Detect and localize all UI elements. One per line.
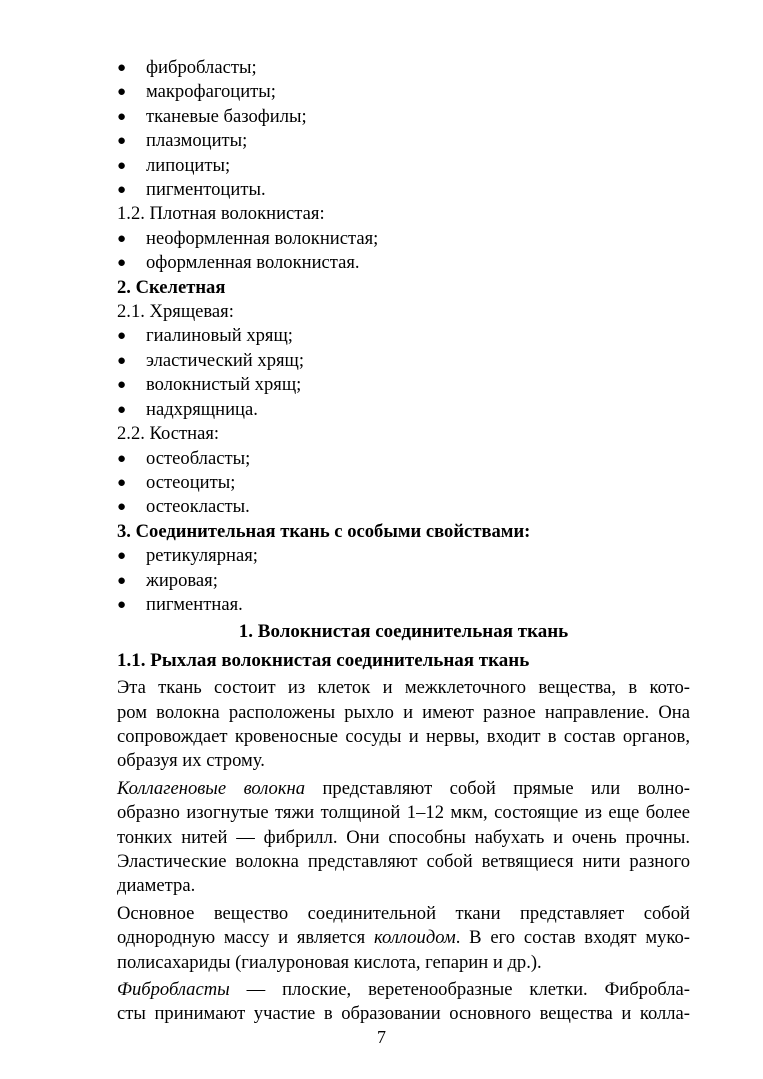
subsection-title: 1.1. Рыхлая волокнистая соединительная ткань: [117, 649, 530, 671]
dense-heading: 1.2. Плотная волокнистая:: [117, 203, 325, 225]
italic-term: коллоидом: [374, 927, 456, 949]
skeletal-heading: 2. Скелетная: [117, 276, 226, 298]
list-item: ● оформленная волокнистая.: [117, 251, 690, 275]
bullet-icon: ●: [117, 474, 127, 491]
text-line: однородную массу и является коллоидом. В его состав входят муко-: [117, 927, 690, 949]
text-line: образно изогнутые тяжи толщиной 1–12 мкм, состоящие из еще более: [117, 802, 690, 824]
cartilage-heading: 2.1. Хрящевая:: [117, 301, 234, 323]
special-list: [117, 544, 690, 617]
list-item: ● пигментная.: [117, 593, 690, 617]
list-item: ● пигментоциты.: [117, 178, 690, 202]
bullet-icon: ●: [117, 133, 127, 150]
text-line: диаметра.: [117, 875, 196, 897]
list-item: ● ретикулярная;: [117, 544, 690, 568]
bullet-icon: ●: [117, 499, 127, 516]
text-line: ром волокна расположены рыхло и имеют разное направление. Она: [117, 701, 690, 723]
text-line: Фибробласты — плоские, веретенообразные клетки. Фибробла-: [117, 979, 690, 1001]
text-line: Коллагеновые волокна представляют собой прямые или волно-: [117, 777, 690, 799]
list-item: ● неоформленная волокнистая;: [117, 227, 690, 251]
list-item: ● гиалиновый хрящ;: [117, 324, 690, 348]
bullet-icon: ●: [117, 108, 127, 125]
bullet-icon: ●: [117, 328, 127, 345]
bone-heading: 2.2. Костная:: [117, 423, 220, 445]
text-line: сты принимают участие в образовании основного вещества и колла-: [117, 1003, 690, 1025]
text-line: тонких нитей — фибрилл. Они способны набухать и очень прочны.: [117, 826, 690, 848]
paragraph-4: [117, 978, 690, 1027]
cell-types-list: [117, 56, 690, 202]
bullet-icon: ●: [117, 60, 127, 76]
list-item: ● остеокласты.: [117, 495, 690, 519]
list-item: ● остеобласты;: [117, 447, 690, 471]
bullet-icon: ●: [117, 84, 127, 101]
italic-term: Коллагеновые волокна: [117, 777, 306, 799]
bullet-icon: ●: [117, 401, 127, 418]
page-number: 7: [377, 1027, 386, 1047]
bullet-icon: ●: [117, 352, 127, 369]
bullet-icon: ●: [117, 548, 127, 565]
text-line: Основное вещество соединительной ткани представляет собой: [117, 902, 690, 924]
list-item: ● макрофагоциты;: [117, 80, 690, 104]
bullet-icon: ●: [117, 450, 127, 467]
list-item: ● остеоциты;: [117, 471, 690, 495]
bullet-icon: ●: [117, 377, 127, 394]
bullet-icon: ●: [117, 572, 127, 589]
dense-list: [117, 227, 690, 276]
italic-term: Фибробласты: [117, 979, 230, 1001]
paragraph-2: [117, 777, 690, 899]
text-line: Эластические волокна представляют собой ветвящиеся нити разного: [117, 851, 690, 872]
text-line: полисахариды (гиалуроновая кислота, гепарин и др.).: [117, 951, 542, 973]
list-item: ● фибробласты;: [117, 56, 690, 80]
bullet-icon: ●: [117, 182, 127, 199]
list-item: ● плазмоциты;: [117, 129, 690, 153]
bullet-icon: ●: [117, 255, 127, 272]
list-item: ● тканевые базофилы;: [117, 105, 690, 129]
text-line: сопровождает кровеносные сосуды и нервы, входит в состав органов,: [117, 725, 690, 747]
page-content: [117, 56, 690, 1027]
text-line: Эта ткань состоит из клеток и межклеточного вещества, в кото-: [117, 677, 690, 699]
list-item: ● липоциты;: [117, 154, 690, 178]
list-item: ● волокнистый хрящ;: [117, 373, 690, 397]
special-heading: 3. Соединительная ткань с особыми свойствами:: [117, 520, 531, 542]
bullet-icon: ●: [117, 230, 127, 247]
text-line: образуя их строму.: [117, 750, 265, 772]
cartilage-list: [117, 324, 690, 422]
paragraph-1: [117, 676, 690, 774]
bullet-icon: ●: [117, 157, 127, 174]
list-item: ● надхрящница.: [117, 398, 690, 422]
list-item: ● жировая;: [117, 569, 690, 593]
bone-list: [117, 447, 690, 520]
bullet-icon: ●: [117, 596, 127, 613]
list-item: ● эластический хрящ;: [117, 349, 690, 373]
paragraph-3: [117, 902, 690, 975]
section-title: 1. Волокнистая соединительная ткань: [238, 621, 569, 643]
